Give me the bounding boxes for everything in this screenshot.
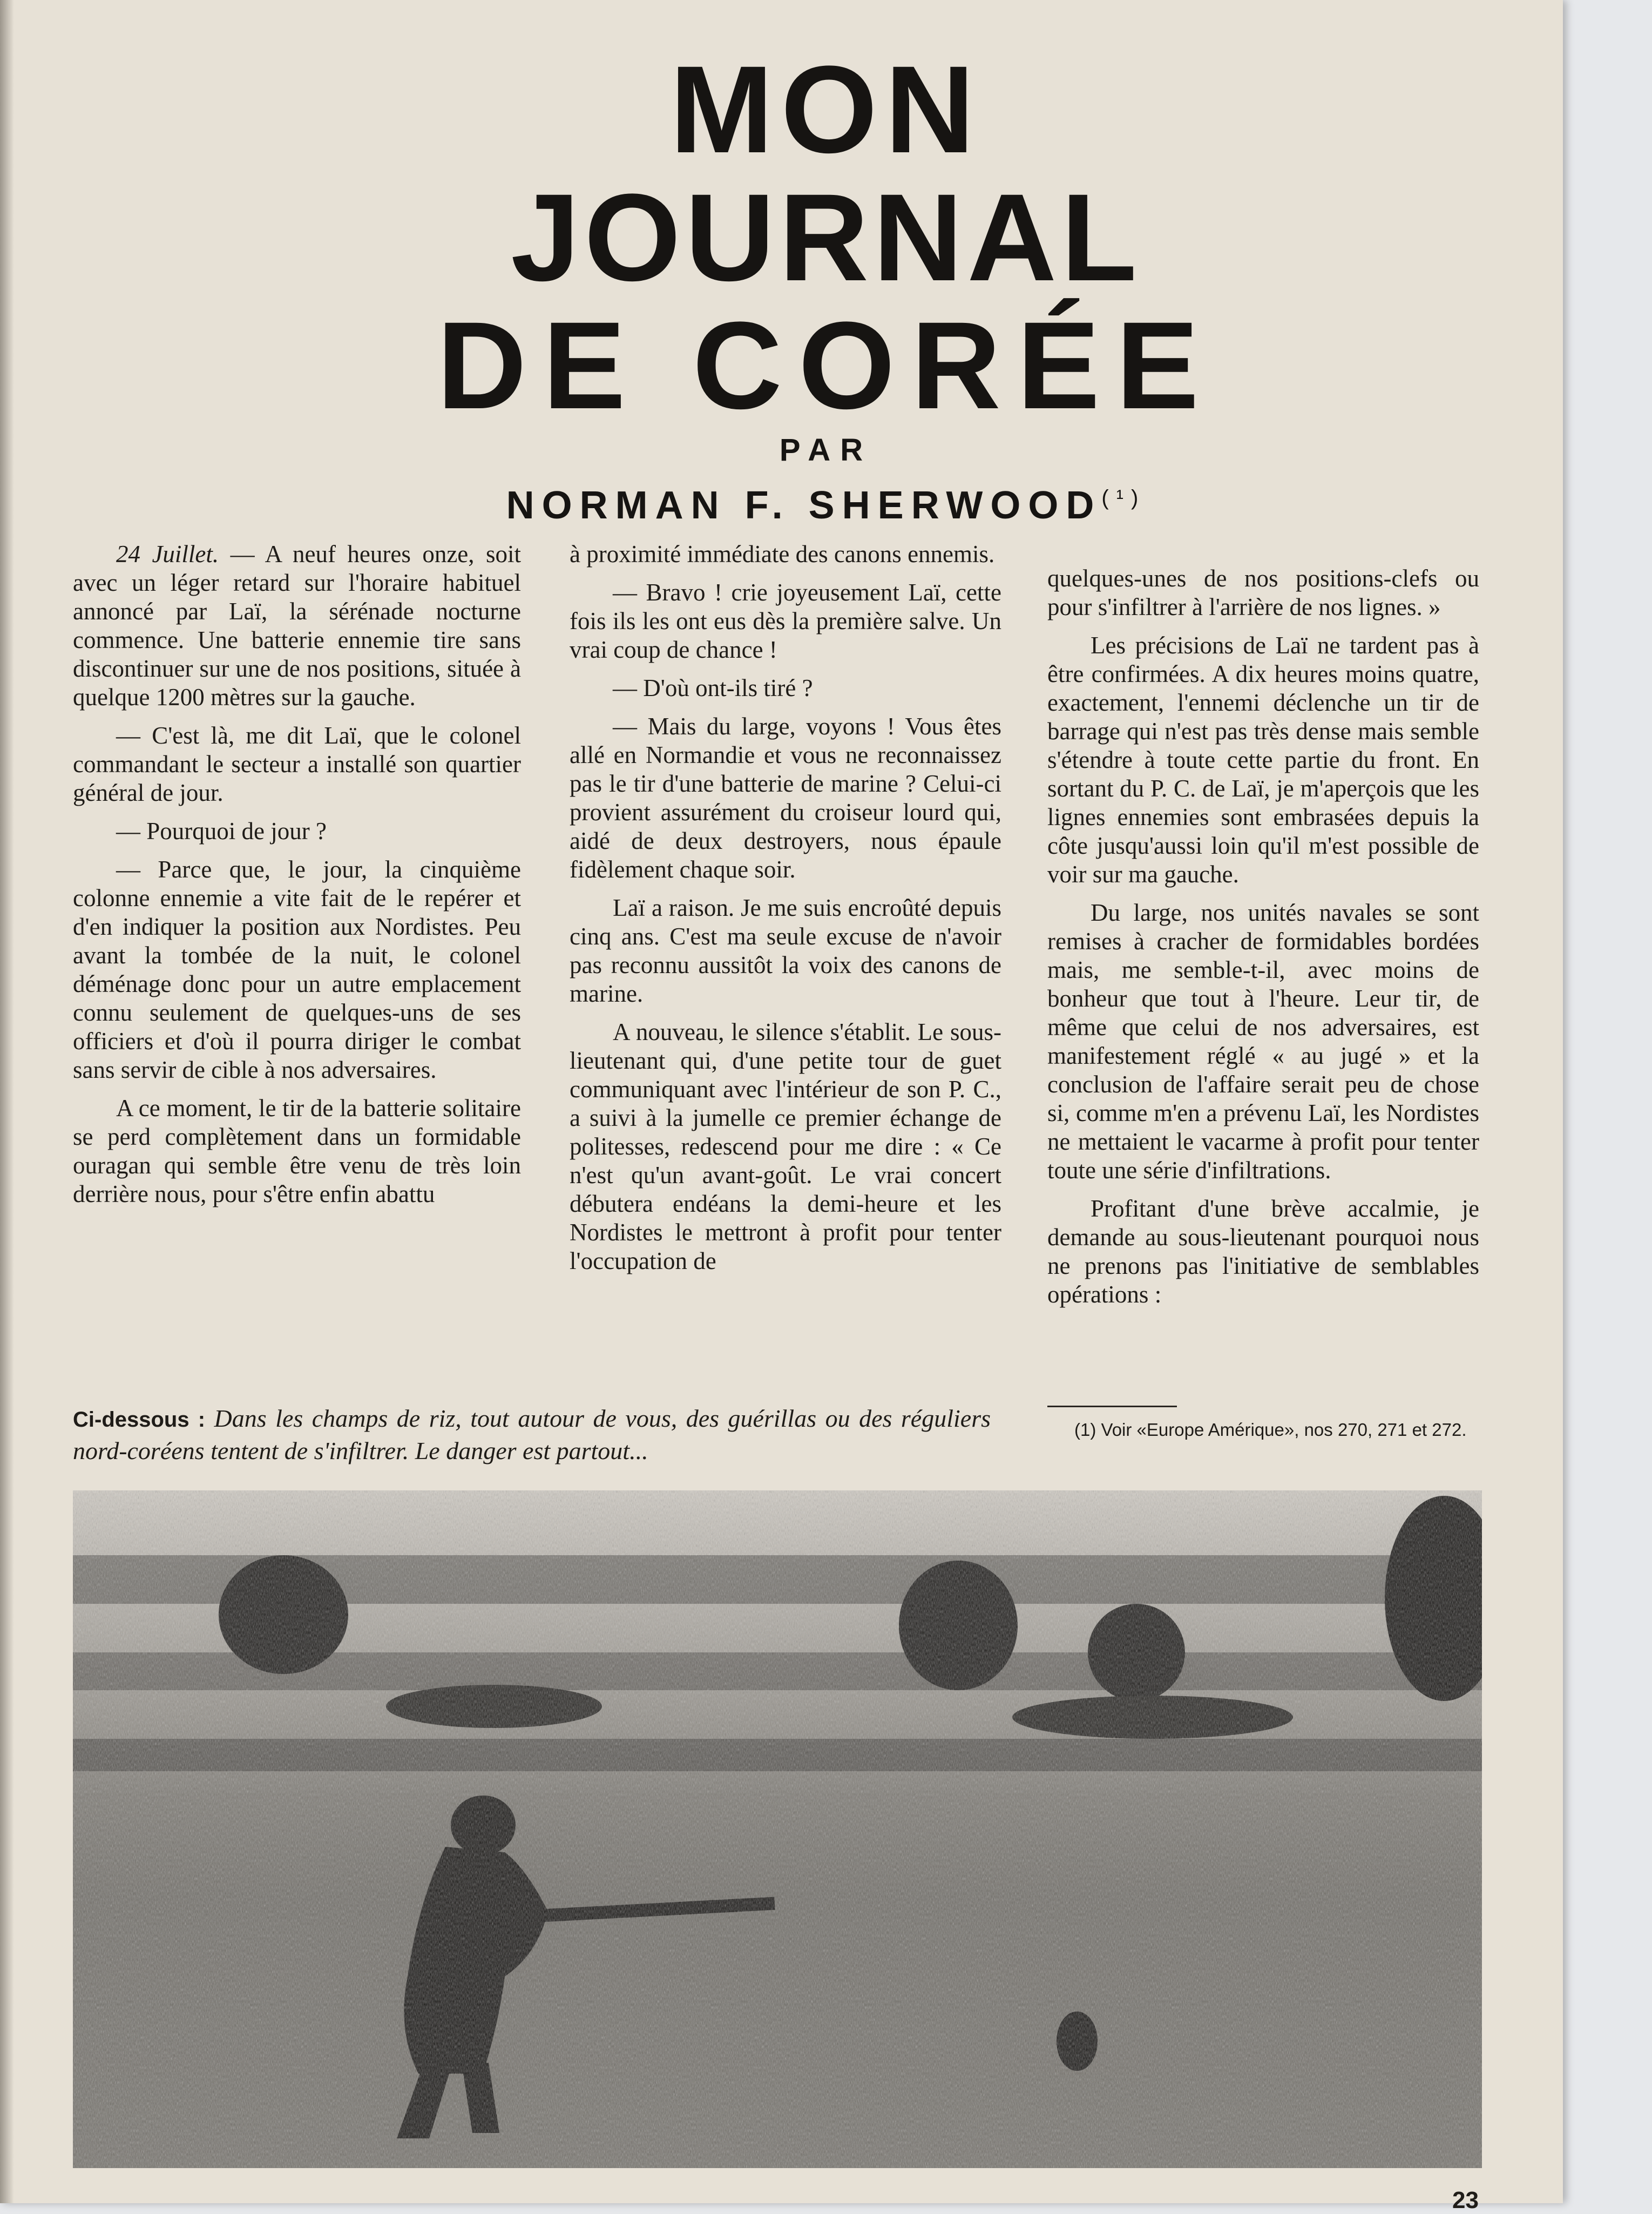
paragraph-text: — Bravo ! crie joyeusement Laï, cette fois ils les ont eus dès la première salve. Un vrai coup de chance ! [570, 579, 1001, 663]
paragraph-text: A nouveau, le silence s'établit. Le sous-lieutenant qui, d'une petite tour de guet communiquant avec l'intérieur de son P. C., a suivi à la jumelle ce premier échange de politesses, redescend pour me dire : « Ce n'est qu'un avant-goût. Le vrai concert débutera endéans la demi-heure et les Nordistes le mettront à profit pour tenter l'occupation de [570, 1018, 1001, 1274]
paragraph [1047, 1194, 1479, 1309]
paragraph [73, 817, 521, 846]
paragraph-text: — A neuf heures onze, soit avec un léger retard sur l'horaire habituel annoncé par Laï, la sérénade nocturne commence. Une batterie ennemie tire sans discontinuer sur une de nos positions, située à quelque 1200 mètres sur la gauche. [73, 541, 521, 711]
title-line-3: DE CORÉE [437, 295, 1215, 435]
paragraph-text: — Mais du large, voyons ! Vous êtes allé en Normandie et vous ne reconnaissez pas le tir d'une batterie de marine ? Celui-ci provient assurément du croiseur lourd qui, aidé de deux destroyers, nous épaule fidèlement chaque soir. [570, 713, 1001, 883]
text-column-3 [1047, 564, 1479, 1319]
paragraph [570, 674, 1001, 703]
author-name [506, 483, 1146, 528]
title-line-1: MON [669, 40, 983, 179]
text-column-2 [570, 540, 1001, 1285]
paragraph [570, 578, 1001, 664]
byline-par: PAR [779, 433, 873, 468]
paragraph-text: — C'est là, me dit Laï, que le colonel commandant le secteur a installé son quartier général de jour. [73, 722, 521, 806]
paragraph-text: — Parce que, le jour, la cinquième colonne ennemie a vite fait de le repérer et d'en indiquer la position aux Nordistes. Peu avant la tombée de la nuit, le colonel déménage donc pour un autre emplacement connu seulement de quelques-uns de ses officiers et d'où il pourra diriger le combat sans servir de cible à nos adversaires. [73, 856, 521, 1083]
author-note-ref: (¹) [1101, 486, 1146, 510]
paragraph-text: à proximité immédiate des canons ennemis. [570, 541, 995, 568]
paragraph [1047, 899, 1479, 1185]
paragraph-text: Les précisions de Laï ne tardent pas à être confirmées. A dix heures moins quatre, exactement, l'ennemi déclenche un tir de barrage qui n'est pas très dense mais semble s'étendre à toute cette partie du front. En sortant du P. C. de Laï, je m'aperçois que les lignes ennemies sont embrasées depuis la côte jusqu'aussi loin qu'il m'est possible de voir sur ma gauche. [1047, 632, 1479, 888]
paragraph-text: Profitant d'une brève accalmie, je demande au sous-lieutenant pourquoi nous ne prenons pas l'initiative de semblables opérations : [1047, 1195, 1479, 1308]
caption-lead: Ci-dessous : [73, 1408, 206, 1432]
rice-field-photo-image [73, 1490, 1482, 2168]
photo-caption [73, 1403, 991, 1467]
paragraph [1047, 631, 1479, 889]
footnote-rule [1047, 1406, 1177, 1407]
paragraph [570, 712, 1001, 884]
text-column-1 [73, 540, 521, 1218]
byline [378, 432, 1274, 528]
page-number: 23 [1452, 2187, 1479, 2213]
paragraph-text: — Pourquoi de jour ? [116, 818, 327, 845]
paragraph-text: A ce moment, le tir de la batterie solitaire se perd complètement dans un formidable ouragan qui semble être venu de très loin derrière nous, pour s'être enfin abattu [73, 1095, 521, 1207]
footnote: (1) Voir «Europe Amérique», nos 270, 271 et 272. [1074, 1420, 1467, 1440]
paragraph-text: Du large, nos unités navales se sont remises à cracher de formidables bordées mais, me semble-t-il, avec moins de bonheur que tout à l'heure. Leur tir, de même que celui de nos adversaires, est manifestement réglé « au jugé » et la conclusion de l'affaire serait peu de chose si, comme m'en a prévenu Laï, les Nordistes ne mettaient le vacarme à profit pour tenter toute une série d'infiltrations. [1047, 899, 1479, 1184]
paragraph [570, 894, 1001, 1008]
title-line-2: JOURNAL [511, 167, 1141, 307]
paragraph [570, 540, 1001, 569]
paragraph-text: Laï a raison. Je me suis encroûté depuis cinq ans. C'est ma seule excuse de n'avoir pas reconnu aussitôt la voix des canons de marine. [570, 894, 1001, 1007]
paragraph-text: — D'où ont-ils tiré ? [613, 674, 813, 701]
paragraph [73, 540, 521, 712]
paragraph [73, 721, 521, 807]
caption-text: Dans les champs de riz, tout autour de vous, des guérillas ou des réguliers nord-coréens tentent de s'infiltrer. Le danger est partout... [73, 1405, 991, 1464]
paragraph [73, 1094, 521, 1209]
page-spine-shadow [0, 0, 14, 2203]
author-name-text: NORMAN F. SHERWOOD [506, 484, 1102, 527]
paragraph-text: quelques-unes de nos positions-clefs ou pour s'infiltrer à l'arrière de nos lignes. » [1047, 565, 1479, 620]
paragraph [73, 855, 521, 1084]
article-title [378, 40, 1274, 435]
paragraph [1047, 564, 1479, 622]
rice-field-photo [73, 1490, 1482, 2168]
entry-date: 24 Juillet. [116, 541, 219, 568]
paragraph [570, 1018, 1001, 1275]
